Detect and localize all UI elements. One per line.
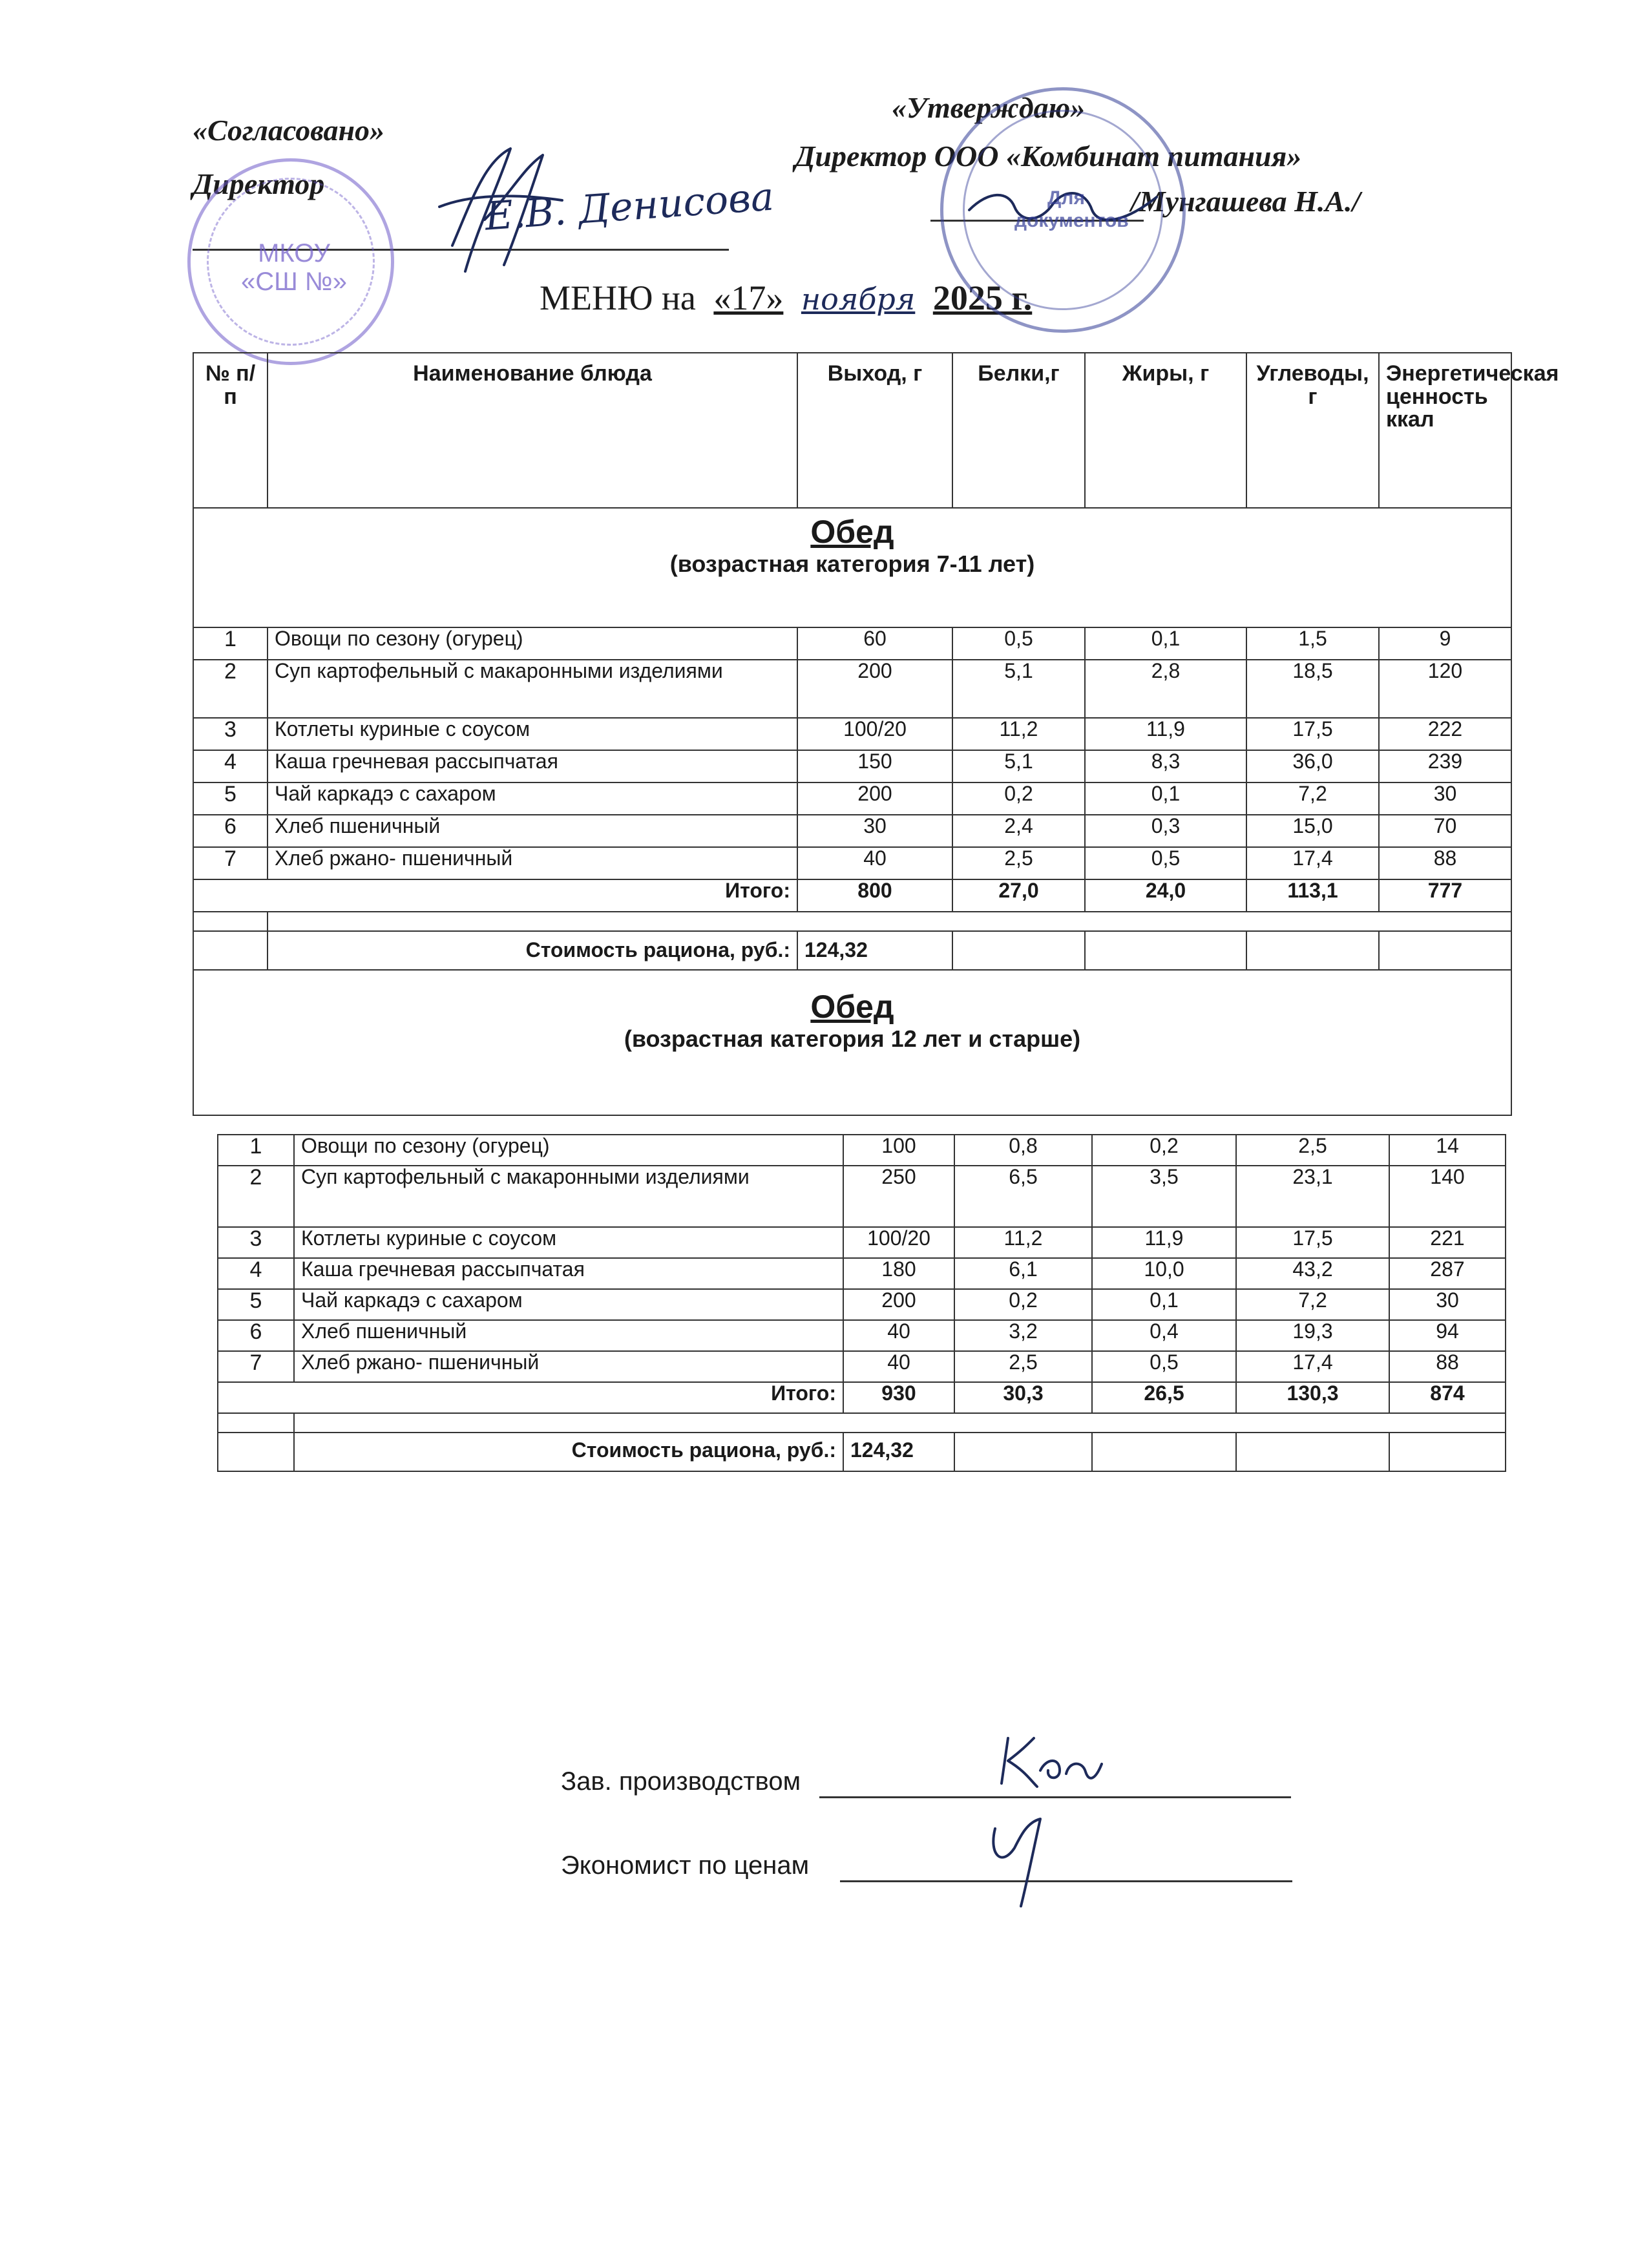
row-yield: 100/20: [843, 1227, 954, 1258]
total-protein: 27,0: [952, 879, 1085, 912]
company-stamp-text: Для документов: [1014, 187, 1129, 231]
economist-signature: [976, 1803, 1066, 1913]
table-row: [218, 1320, 1506, 1351]
table-row: [218, 1166, 1506, 1227]
table-row: [193, 782, 1511, 815]
row-fat: 0,5: [1092, 1351, 1236, 1382]
row-fat: 0,4: [1092, 1320, 1236, 1351]
approved-name: /Мунгашева Н.А./: [1131, 185, 1361, 218]
spacer-row: [193, 912, 1511, 931]
table-row: [193, 627, 1511, 660]
row-energy: 70: [1379, 815, 1511, 847]
row-energy: 88: [1389, 1351, 1506, 1382]
row-fat: 0,1: [1085, 627, 1246, 660]
row-energy: 221: [1389, 1227, 1506, 1258]
row-energy: 14: [1389, 1135, 1506, 1166]
row-carbs: 23,1: [1236, 1166, 1389, 1227]
row-protein: 3,2: [954, 1320, 1092, 1351]
row-carbs: 17,4: [1236, 1351, 1389, 1382]
col-protein: Белки,г: [952, 353, 1085, 508]
row-fat: 0,3: [1085, 815, 1246, 847]
total-yield: 800: [797, 879, 952, 912]
row-fat: 0,5: [1085, 847, 1246, 879]
row-energy: 239: [1379, 750, 1511, 782]
row-energy: 9: [1379, 627, 1511, 660]
row-protein: 11,2: [954, 1227, 1092, 1258]
row-name: Котлеты куриные с соусом: [294, 1227, 843, 1258]
total-row: [218, 1382, 1506, 1413]
table-row: [218, 1289, 1506, 1320]
row-yield: 100/20: [797, 718, 952, 750]
row-protein: 6,5: [954, 1166, 1092, 1227]
row-carbs: 17,4: [1246, 847, 1379, 879]
total-carbs: 113,1: [1246, 879, 1379, 912]
row-fat: 11,9: [1085, 718, 1246, 750]
section-subtitle: (возрастная категория 12 лет и старше): [624, 1025, 1081, 1052]
row-yield: 150: [797, 750, 952, 782]
production-manager-label: Зав. производством: [561, 1767, 801, 1796]
row-num: 1: [193, 627, 268, 660]
row-fat: 0,2: [1092, 1135, 1236, 1166]
row-energy: 94: [1389, 1320, 1506, 1351]
row-carbs: 1,5: [1246, 627, 1379, 660]
row-fat: 2,8: [1085, 660, 1246, 718]
row-carbs: 2,5: [1236, 1135, 1389, 1166]
total-label: Итого:: [218, 1382, 843, 1413]
total-fat: 26,5: [1092, 1382, 1236, 1413]
col-energy: Энергетическая ценность ккал: [1379, 353, 1511, 508]
row-energy: 140: [1389, 1166, 1506, 1227]
section-subtitle: (возрастная категория 7-11 лет): [669, 550, 1035, 577]
row-name: Чай каркадэ с сахаром: [294, 1289, 843, 1320]
row-energy: 222: [1379, 718, 1511, 750]
row-name: Суп картофельный с макаронными изделиями: [294, 1166, 843, 1227]
row-name: Котлеты куриные с соусом: [268, 718, 797, 750]
row-num: 3: [193, 718, 268, 750]
economist-label: Экономист по ценам: [561, 1851, 810, 1880]
row-name: Овощи по сезону (огурец): [268, 627, 797, 660]
menu-prefix: МЕНЮ на: [540, 278, 696, 317]
row-carbs: 36,0: [1246, 750, 1379, 782]
row-fat: 0,1: [1092, 1289, 1236, 1320]
col-name: Наименование блюда: [268, 353, 797, 508]
table-row: [218, 1135, 1506, 1166]
total-fat: 24,0: [1085, 879, 1246, 912]
row-yield: 180: [843, 1258, 954, 1289]
row-energy: 30: [1379, 782, 1511, 815]
row-yield: 40: [797, 847, 952, 879]
row-energy: 287: [1389, 1258, 1506, 1289]
row-name: Хлеб ржано- пшеничный: [268, 847, 797, 879]
menu-day: «17»: [713, 278, 784, 317]
row-name: Хлеб пшеничный: [294, 1320, 843, 1351]
row-protein: 2,5: [952, 847, 1085, 879]
cost-value: 124,32: [797, 931, 952, 970]
section-title: Обед: [810, 514, 894, 550]
total-label: Итого:: [193, 879, 797, 912]
row-carbs: 17,5: [1236, 1227, 1389, 1258]
row-carbs: 7,2: [1236, 1289, 1389, 1320]
school-stamp: [187, 158, 394, 365]
table-row: [193, 750, 1511, 782]
row-fat: 11,9: [1092, 1227, 1236, 1258]
row-num: 5: [218, 1289, 294, 1320]
row-protein: 11,2: [952, 718, 1085, 750]
menu-table: [193, 352, 1559, 1116]
row-protein: 6,1: [954, 1258, 1092, 1289]
total-row: [193, 879, 1511, 912]
total-energy: 777: [1379, 879, 1511, 912]
row-energy: 88: [1379, 847, 1511, 879]
agreed-role: Директор: [193, 167, 325, 200]
table-row: [218, 1258, 1506, 1289]
production-manager-line: [819, 1796, 1291, 1798]
cost-label: Стоимость рациона, руб.:: [268, 931, 797, 970]
table-row: [218, 1227, 1506, 1258]
agreed-label: «Согласовано»: [193, 114, 385, 147]
table-row: [193, 660, 1511, 718]
row-name: Суп картофельный с макаронными изделиями: [268, 660, 797, 718]
row-yield: 250: [843, 1166, 954, 1227]
row-protein: 0,2: [952, 782, 1085, 815]
director-signature: [414, 123, 775, 291]
row-name: Чай каркадэ с сахаром: [268, 782, 797, 815]
row-protein: 0,5: [952, 627, 1085, 660]
row-num: 2: [193, 660, 268, 718]
row-num: 3: [218, 1227, 294, 1258]
row-yield: 40: [843, 1351, 954, 1382]
row-yield: 200: [843, 1289, 954, 1320]
row-num: 6: [218, 1320, 294, 1351]
row-fat: 10,0: [1092, 1258, 1236, 1289]
total-energy: 874: [1389, 1382, 1506, 1413]
row-name: Хлеб пшеничный: [268, 815, 797, 847]
total-yield: 930: [843, 1382, 954, 1413]
approved-label: «Утверждаю»: [892, 91, 1086, 124]
row-yield: 40: [843, 1320, 954, 1351]
row-name: Овощи по сезону (огурец): [294, 1135, 843, 1166]
row-protein: 0,2: [954, 1289, 1092, 1320]
spacer-row: [218, 1413, 1506, 1433]
row-carbs: 7,2: [1246, 782, 1379, 815]
row-num: 4: [218, 1258, 294, 1289]
row-carbs: 17,5: [1246, 718, 1379, 750]
row-num: 4: [193, 750, 268, 782]
school-stamp-text: МКОУ «СШ №»: [240, 239, 348, 296]
menu-year: 2025 г.: [932, 278, 1033, 317]
row-protein: 2,5: [954, 1351, 1092, 1382]
row-num: 1: [218, 1135, 294, 1166]
col-carbs: Углеводы, г: [1246, 353, 1379, 508]
row-name: Хлеб ржано- пшеничный: [294, 1351, 843, 1382]
col-yield: Выход, г: [797, 353, 952, 508]
row-num: 5: [193, 782, 268, 815]
row-yield: 30: [797, 815, 952, 847]
row-carbs: 43,2: [1236, 1258, 1389, 1289]
approved-role: Директор ООО «Комбинат питания»: [795, 140, 1302, 173]
row-protein: 5,1: [952, 750, 1085, 782]
production-manager-signature: [989, 1725, 1118, 1796]
section-header: [193, 970, 1511, 1115]
row-num: 7: [193, 847, 268, 879]
row-num: 7: [218, 1351, 294, 1382]
row-yield: 200: [797, 782, 952, 815]
table-row: [193, 718, 1511, 750]
row-yield: 200: [797, 660, 952, 718]
row-carbs: 19,3: [1236, 1320, 1389, 1351]
row-energy: 120: [1379, 660, 1511, 718]
row-carbs: 15,0: [1246, 815, 1379, 847]
economist-line: [840, 1880, 1292, 1882]
cost-label: Стоимость рациона, руб.:: [294, 1433, 843, 1471]
menu-table-senior: [217, 1134, 1506, 1472]
table-row: [193, 815, 1511, 847]
section-header: [193, 508, 1511, 627]
col-num: № п/п: [193, 353, 268, 508]
agreed-signature-text: Е.В. Денисова: [483, 174, 775, 240]
row-num: 6: [193, 815, 268, 847]
table-row: [193, 847, 1511, 879]
cost-value: 124,32: [843, 1433, 954, 1471]
row-energy: 30: [1389, 1289, 1506, 1320]
cost-row: [193, 931, 1511, 970]
row-fat: 3,5: [1092, 1166, 1236, 1227]
row-name: Каша гречневая рассыпчатая: [294, 1258, 843, 1289]
row-name: Каша гречневая рассыпчатая: [268, 750, 797, 782]
row-protein: 2,4: [952, 815, 1085, 847]
row-yield: 100: [843, 1135, 954, 1166]
row-num: 2: [218, 1166, 294, 1227]
row-fat: 8,3: [1085, 750, 1246, 782]
total-carbs: 130,3: [1236, 1382, 1389, 1413]
table-header-row: [193, 353, 1511, 508]
total-protein: 30,3: [954, 1382, 1092, 1413]
cost-row: [218, 1433, 1506, 1471]
row-fat: 0,1: [1085, 782, 1246, 815]
company-stamp: [940, 87, 1186, 333]
row-carbs: 18,5: [1246, 660, 1379, 718]
row-protein: 5,1: [952, 660, 1085, 718]
row-protein: 0,8: [954, 1135, 1092, 1166]
section-title: Обед: [810, 989, 894, 1025]
row-yield: 60: [797, 627, 952, 660]
col-fat: Жиры, г: [1085, 353, 1246, 508]
table-row: [218, 1351, 1506, 1382]
menu-month: ноября: [801, 282, 916, 317]
